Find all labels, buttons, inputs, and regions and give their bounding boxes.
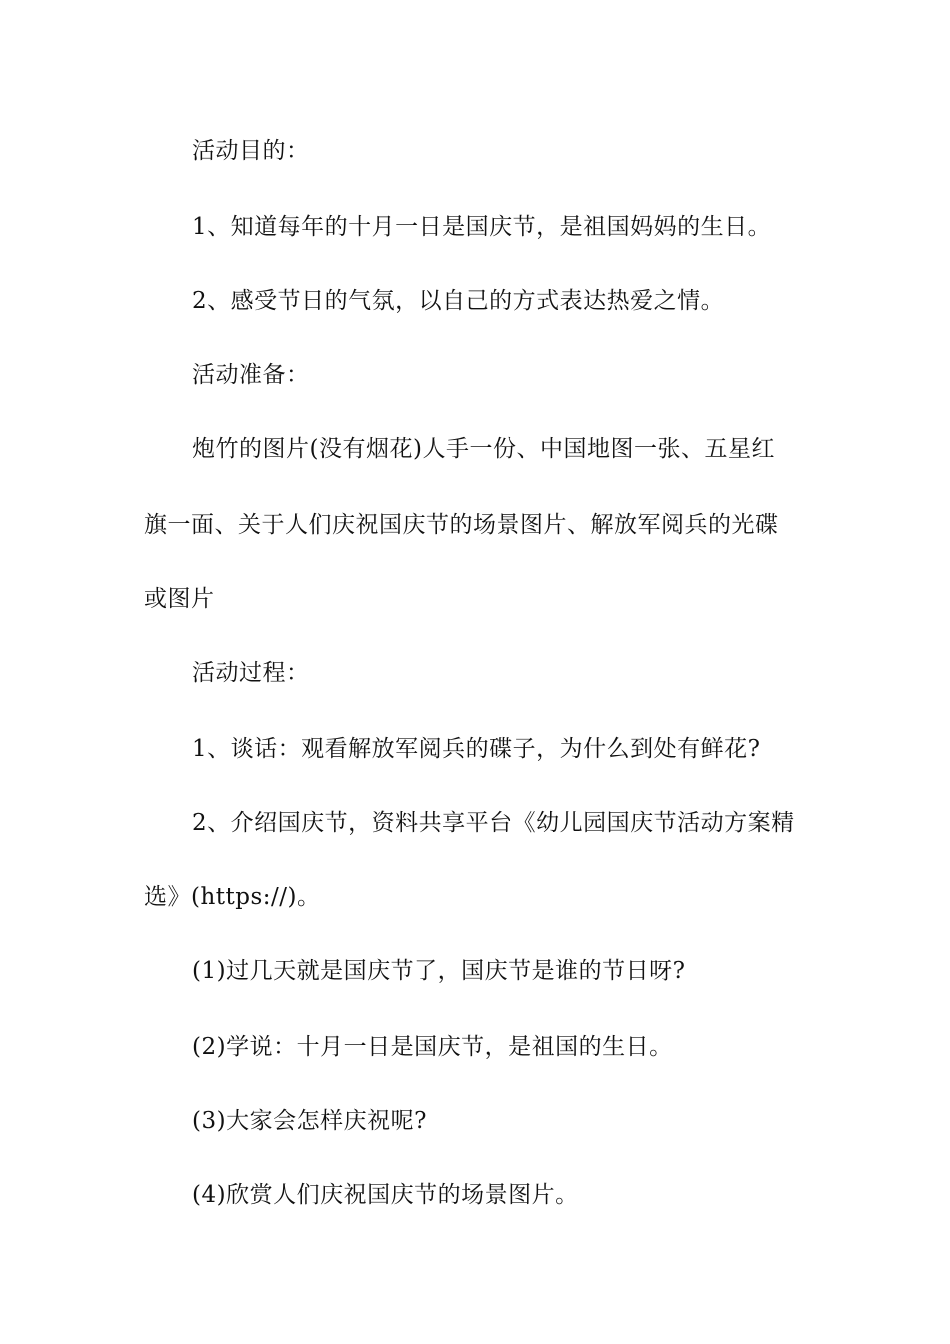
preparation-paragraph-line-2: 旗一面、关于人们庆祝国庆节的场景图片、解放军阅兵的光碟 [144,512,779,538]
process-item-2-line-2: 选》(https://)。 [144,884,321,910]
goal-item-2: 2、感受节日的气氛，以自己的方式表达热爱之情。 [192,288,725,314]
heading-activity-process: 活动过程： [192,660,310,686]
process-subitem-1: (1)过几天就是国庆节了，国庆节是谁的节日呀? [192,958,686,984]
process-subitem-3: (3)大家会怎样庆祝呢? [192,1108,427,1134]
goal-item-1: 1、知道每年的十月一日是国庆节，是祖国妈妈的生日。 [192,214,772,240]
heading-activity-preparation: 活动准备： [192,362,310,388]
process-item-1: 1、谈话：观看解放军阅兵的碟子，为什么到处有鲜花? [192,736,761,762]
process-subitem-2: (2)学说：十月一日是国庆节，是祖国的生日。 [192,1034,673,1060]
preparation-paragraph-line-3: 或图片 [144,586,215,612]
preparation-paragraph-line-1: 炮竹的图片(没有烟花)人手一份、中国地图一张、五星红 [192,436,775,462]
heading-activity-goals: 活动目的： [192,138,310,164]
process-item-2-line-1: 2、介绍国庆节，资料共享平台《幼儿园国庆节活动方案精 [192,810,795,836]
process-subitem-4: (4)欣赏人们庆祝国庆节的场景图片。 [192,1182,579,1208]
